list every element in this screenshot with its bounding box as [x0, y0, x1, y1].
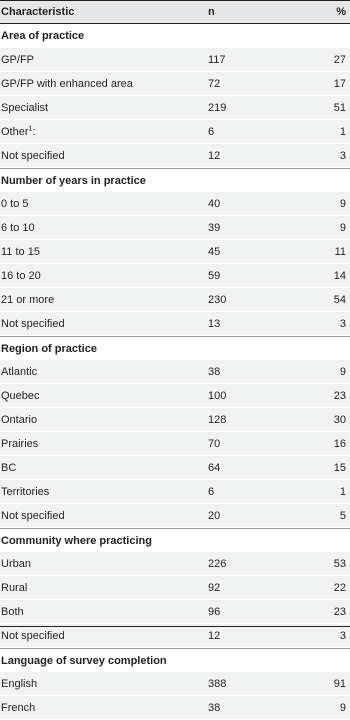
row-label-text: 21 or more	[1, 293, 55, 306]
row-percent: 9	[339, 197, 346, 210]
section-title: Region of practice	[1, 343, 97, 355]
row-label	[1, 318, 65, 330]
row-percent: 51	[333, 101, 346, 114]
row-n: 38	[208, 365, 221, 378]
row-n: 38	[208, 701, 221, 714]
row-percent: 3	[339, 149, 346, 162]
row-percent: 1	[339, 485, 346, 498]
table-row	[0, 576, 350, 600]
row-n: 96	[208, 605, 221, 618]
table-row	[0, 96, 350, 120]
row-percent: 30	[333, 413, 346, 426]
row-n: 40	[208, 197, 221, 210]
row-percent: 15	[333, 461, 346, 474]
footnote-marker: 1	[28, 124, 33, 132]
row-label-text: Atlantic	[1, 365, 38, 378]
table-row	[0, 72, 350, 96]
row-label	[1, 54, 34, 66]
row-label-text: French	[1, 701, 36, 714]
row-label-text: GP/FP with enhanced area	[1, 77, 133, 90]
row-n: 388	[208, 677, 227, 690]
row-percent: 9	[339, 365, 346, 378]
section-heading	[0, 24, 350, 48]
row-n: 13	[208, 317, 221, 330]
row-percent: 5	[339, 509, 346, 522]
row-label	[1, 102, 48, 114]
row-label	[1, 270, 41, 282]
table-row	[0, 288, 350, 312]
section-heading	[0, 336, 350, 361]
row-percent: 11	[334, 245, 346, 258]
row-label	[1, 150, 65, 162]
row-label	[1, 390, 40, 402]
table-row	[0, 264, 350, 288]
row-label	[1, 486, 49, 498]
row-n: 128	[208, 413, 227, 426]
row-label	[1, 78, 133, 90]
table-row	[0, 408, 350, 432]
row-label	[1, 438, 38, 450]
row-label-text: English	[1, 677, 38, 690]
row-label-text: 11 to 15	[1, 245, 40, 258]
row-label	[1, 582, 27, 594]
row-label	[1, 126, 35, 138]
row-percent: 23	[333, 389, 346, 402]
row-label	[1, 294, 54, 306]
row-percent: 9	[339, 701, 346, 714]
row-label-text: Rural	[1, 581, 28, 594]
row-label-text: Not specified	[1, 317, 65, 330]
row-label-text: Specialist	[1, 101, 49, 114]
row-label	[1, 630, 65, 642]
table-row	[0, 672, 350, 696]
row-label-text: Urban	[1, 557, 31, 570]
row-percent: 3	[339, 317, 346, 330]
table-row	[0, 432, 350, 456]
row-n: 45	[208, 245, 221, 258]
table-header-row	[0, 0, 350, 24]
row-percent: 91	[333, 677, 346, 690]
row-label	[1, 462, 16, 474]
row-label-text: Quebec	[1, 389, 40, 402]
table-row	[0, 600, 350, 624]
row-percent: 14	[333, 269, 346, 282]
table-row	[0, 240, 350, 264]
section-heading	[0, 168, 350, 193]
row-label	[1, 222, 35, 234]
row-percent: 1	[339, 125, 346, 138]
row-n: 6	[208, 485, 215, 498]
row-label-text: 0 to 5	[1, 197, 29, 210]
table-row	[0, 144, 350, 168]
row-label-text: Both	[1, 605, 24, 618]
table-row	[0, 480, 350, 504]
table-row	[0, 696, 350, 720]
table-row	[0, 216, 350, 240]
section-title: Community where practicing	[1, 535, 152, 547]
header-characteristic: Characteristic	[1, 6, 75, 18]
row-label	[1, 414, 37, 426]
table-row	[0, 456, 350, 480]
row-n: 70	[208, 437, 221, 450]
table-row	[0, 384, 350, 408]
row-percent: 17	[333, 77, 346, 90]
section-title: Language of survey completion	[1, 655, 167, 667]
row-n: 100	[208, 389, 227, 402]
row-n: 12	[208, 629, 221, 642]
row-label	[1, 198, 29, 210]
row-label	[1, 246, 40, 258]
table-row	[0, 552, 350, 576]
row-n: 230	[208, 293, 227, 306]
row-label-text: Other	[1, 125, 29, 138]
section-heading	[0, 648, 350, 673]
table-row	[0, 120, 350, 144]
row-n: 20	[208, 509, 221, 522]
section-title: Area of practice	[1, 30, 85, 42]
row-label	[1, 558, 31, 570]
row-label-text: 16 to 20	[1, 269, 41, 282]
row-n: 12	[208, 149, 221, 162]
row-label-text: Not specified	[1, 629, 65, 642]
row-label	[1, 606, 24, 618]
row-percent: 9	[339, 221, 346, 234]
table-row	[0, 360, 350, 384]
row-label-text: Not specified	[1, 149, 65, 162]
row-label-suffix: :	[32, 125, 36, 138]
row-n: 226	[208, 557, 227, 570]
row-n: 92	[208, 581, 221, 594]
row-label-text: Ontario	[1, 413, 38, 426]
row-percent: 22	[333, 581, 346, 594]
row-percent: 54	[333, 293, 346, 306]
bottom-rule	[0, 626, 350, 627]
table-row	[0, 48, 350, 72]
row-label-text: GP/FP	[1, 53, 35, 66]
row-percent: 3	[339, 629, 346, 642]
row-label-text: Not specified	[1, 509, 65, 522]
row-n: 117	[208, 53, 226, 66]
row-label-text: Prairies	[1, 437, 39, 450]
table-row	[0, 192, 350, 216]
row-label-text: Territories	[1, 485, 50, 498]
row-percent: 16	[333, 437, 346, 450]
section-heading	[0, 528, 350, 553]
header-n: n	[208, 6, 215, 18]
row-percent: 53	[333, 557, 346, 570]
table-row	[0, 312, 350, 336]
row-label-text: BC	[1, 461, 17, 474]
row-label-text: 6 to 10	[1, 221, 35, 234]
row-n: 6	[208, 125, 215, 138]
row-percent: 27	[333, 53, 346, 66]
row-label	[1, 702, 35, 714]
row-n: 64	[208, 461, 221, 474]
row-n: 59	[208, 269, 221, 282]
row-percent: 23	[333, 605, 346, 618]
row-label	[1, 366, 37, 378]
row-n: 39	[208, 221, 221, 234]
table-row	[0, 504, 350, 528]
row-label	[1, 510, 65, 522]
row-n: 72	[208, 77, 221, 90]
row-n: 219	[208, 101, 227, 114]
row-label	[1, 678, 37, 690]
section-title: Number of years in practice	[1, 175, 146, 187]
header-percent: %	[336, 6, 346, 18]
